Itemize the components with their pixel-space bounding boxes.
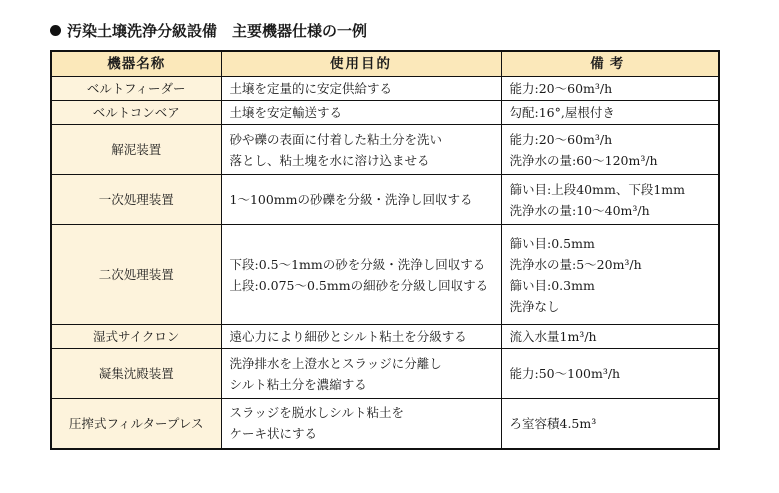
purpose-text: 土壌を安定輸送する	[229, 105, 343, 120]
equipment-name: 一次処理装置	[51, 175, 221, 225]
table-row	[51, 125, 719, 175]
purpose-cell	[221, 101, 501, 125]
page-title	[50, 17, 367, 43]
notes-text: 篩い目:上段40mm、下段1mm	[509, 181, 685, 197]
notes-cell	[501, 225, 719, 325]
purpose-text: 土壌を定量的に安定供給する	[229, 81, 393, 96]
bullet-icon	[50, 25, 61, 36]
equipment-name: ベルトフィーダー	[51, 77, 221, 101]
notes-cell	[501, 175, 719, 225]
equipment-name: 二次処理装置	[51, 225, 221, 325]
header-equipment-name: 機器名称	[51, 51, 221, 77]
header-notes: 備考	[501, 51, 719, 77]
equipment-spec-table	[50, 50, 720, 450]
table-header-row	[51, 51, 719, 77]
page-title-text: 汚染土壌洗浄分級設備 主要機器仕様の一例	[67, 21, 368, 40]
purpose-cell	[221, 225, 501, 325]
table-row	[51, 77, 719, 101]
notes-text: 勾配:16°,屋根付き	[509, 105, 615, 120]
table-row	[51, 101, 719, 125]
table-row	[51, 349, 719, 399]
purpose-cell	[221, 77, 501, 101]
table-row	[51, 175, 719, 225]
notes-cell	[501, 399, 719, 449]
table-row	[51, 225, 719, 325]
purpose-cell	[221, 125, 501, 175]
purpose-text: 落とし、粘土塊を水に溶け込ませる	[229, 152, 430, 168]
notes-cell	[501, 349, 719, 399]
notes-text: 能力:20～60m³/h	[509, 81, 613, 96]
purpose-cell	[221, 399, 501, 449]
purpose-text: スラッジを脱水しシルト粘土を	[229, 405, 404, 421]
notes-cell	[501, 101, 719, 125]
purpose-text: 下段:0.5～1mmの砂を分級・洗浄し回収する	[229, 256, 486, 272]
equipment-name: 圧搾式フィルタープレス	[51, 399, 221, 449]
purpose-cell	[221, 349, 501, 399]
purpose-text: 遠心力により細砂とシルト粘土を分級する	[229, 329, 467, 344]
equipment-name: 凝集沈殿装置	[51, 349, 221, 399]
notes-text: 洗浄水の量:5～20m³/h	[509, 256, 642, 272]
purpose-text: 1～100mmの砂礫を分級・洗浄し回収する	[229, 192, 473, 207]
purpose-cell	[221, 325, 501, 349]
notes-cell	[501, 125, 719, 175]
notes-text: 洗浄水の量:60～120m³/h	[509, 152, 658, 168]
notes-text: 洗浄水の量:10～40m³/h	[509, 202, 650, 218]
notes-text: 能力:20～60m³/h	[509, 131, 613, 147]
table-row	[51, 399, 719, 449]
notes-cell	[501, 325, 719, 349]
notes-text: ろ室容積4.5m³	[509, 415, 597, 431]
purpose-text: 上段:0.075～0.5mmの細砂を分級し回収する	[229, 277, 489, 293]
purpose-text: ケーキ状にする	[229, 426, 318, 442]
notes-text: 流入水量1m³/h	[509, 329, 597, 344]
notes-cell	[501, 77, 719, 101]
notes-text: 篩い目:0.5mm	[509, 235, 595, 251]
equipment-name: 湿式サイクロン	[51, 325, 221, 349]
purpose-text: 砂や礫の表面に付着した粘土分を洗い	[229, 131, 443, 147]
header-purpose: 使用目的	[221, 51, 501, 77]
notes-text: 篩い目:0.3mm	[509, 277, 595, 293]
purpose-cell	[221, 175, 501, 225]
table-row	[51, 325, 719, 349]
notes-text: 能力:50～100m³/h	[509, 366, 621, 381]
equipment-name: ベルトコンベア	[51, 101, 221, 125]
equipment-name: 解泥装置	[51, 125, 221, 175]
notes-text: 洗浄なし	[509, 298, 560, 314]
purpose-text: 洗浄排水を上澄水とスラッジに分離し	[229, 355, 442, 371]
purpose-text: シルト粘土分を濃縮する	[229, 376, 367, 392]
